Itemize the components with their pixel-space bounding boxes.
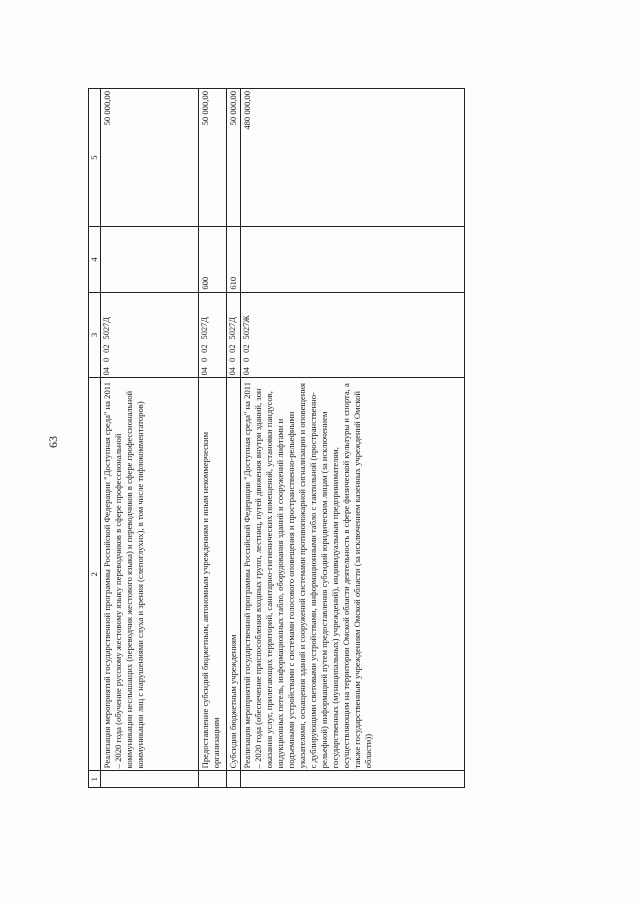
code-part: 5027Д	[228, 316, 237, 340]
amount-cell: 50 000,00	[199, 89, 227, 227]
amount-cell: 480 000,00	[241, 89, 465, 227]
page-number: 63	[46, 436, 60, 448]
header-row	[89, 89, 101, 788]
code-part: 04	[228, 367, 237, 376]
code-cell	[227, 292, 241, 378]
table-row	[199, 89, 227, 788]
kind-cell	[101, 227, 199, 292]
code-part: 0	[228, 357, 237, 363]
amount-cell: 50 000,00	[101, 89, 199, 227]
code-part: 5027Д	[200, 316, 209, 340]
code-part: 0	[102, 357, 111, 363]
code-cell	[101, 292, 199, 378]
description-cell: Реализация мероприятий государственной программы Российской Федерации "Доступная среда" на 2011 – 2020 года (обучение русскому жестовому языку переводчиков в сфере профессиональной коммуникации неслышащих (переводчик жестового языка) и переводчиков в сфере профессиональной коммуникации лиц с нарушениями слуха и зрения (слепоглухих), в том числе тифлокомментаторов)	[101, 378, 199, 771]
row-number-cell	[199, 771, 227, 788]
code-part: 02	[102, 344, 111, 353]
header-col-4: 4	[89, 227, 101, 292]
header-col-3: 3	[89, 292, 101, 378]
header-col-2: 2	[89, 378, 101, 771]
code-part: 02	[200, 344, 209, 353]
code-part: 04	[200, 367, 209, 376]
code-part: 5027Ж	[242, 315, 251, 340]
description-cell: Субсидии бюджетным учреждениям	[227, 378, 241, 771]
code-cell	[241, 292, 465, 378]
description-cell: Реализация мероприятий государственной программы Российской Федерации "Доступная среда" на 2011 – 2020 года (обеспечение приспособления входных групп, лестниц, путей движения внутри зданий, зон оказания услуг, прилегающих территорий, санитарно-гигиенических помещений, установки пандусов, индукционных петель, информационных табло, оборудования зданий и сооружений лифтами и подъемными устройствами с системами голосового оповещения и пространственно-рельефными указателями, оснащения зданий и сооружений системами противопожарной сигнализации и оповещения с дублирующими световыми устройствами, информационными табло с тактильной (пространственно-рельефной) информацией путем предоставления субсидий юридическим лицам (за исключением государственных (муниципальных) учреждений), индивидуальным предпринимателям, осуществляющим на территории Омской области деятельность в сфере физической культуры и спорта, а также государственным учреждениям Омской области (за исключением казенных учреждений Омской области))	[241, 378, 465, 771]
budget-table	[88, 88, 465, 788]
code-part: 02	[242, 344, 251, 353]
table-row	[227, 89, 241, 788]
rotated-page	[46, 88, 543, 788]
code-part: 02	[228, 344, 237, 353]
kind-cell: 610	[227, 227, 241, 292]
table-row	[241, 89, 465, 788]
header-col-5: 5	[89, 89, 101, 227]
code-cell	[199, 292, 227, 378]
code-part: 0	[242, 357, 251, 363]
code-part: 5027Д	[102, 316, 111, 340]
code-part: 04	[102, 367, 111, 376]
code-part: 04	[242, 367, 251, 376]
kind-cell	[241, 227, 465, 292]
row-number-cell	[241, 771, 465, 788]
amount-cell: 50 000,00	[227, 89, 241, 227]
row-number-cell	[227, 771, 241, 788]
table-row	[101, 89, 199, 788]
row-number-cell	[101, 771, 199, 788]
code-part: 0	[200, 357, 209, 363]
header-col-1: 1	[89, 771, 101, 788]
description-cell: Предоставление субсидий бюджетным, автономным учреждениям и иным некоммерческим организациям	[199, 378, 227, 771]
kind-cell: 600	[199, 227, 227, 292]
